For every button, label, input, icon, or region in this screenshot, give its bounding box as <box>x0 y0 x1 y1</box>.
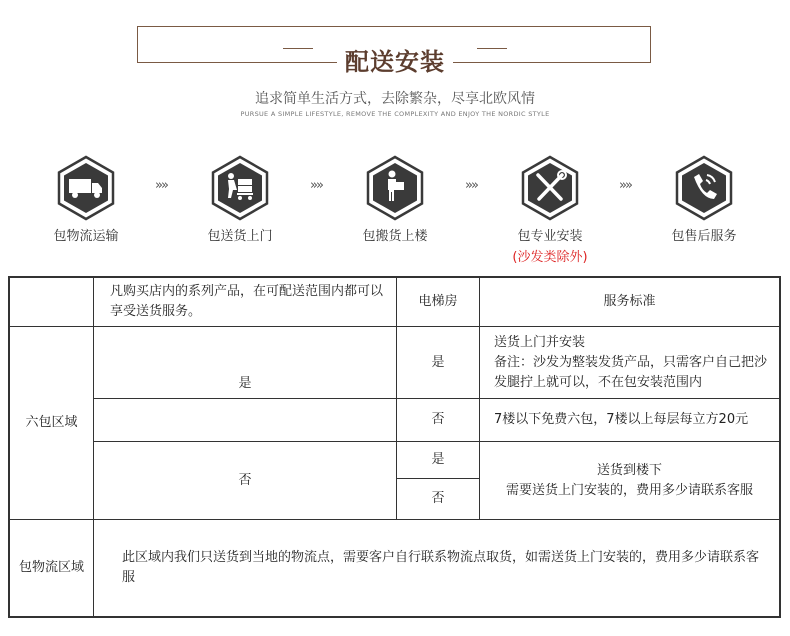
service-floor-fee: 7楼以下免费六包，7楼以上每层每立方20元 <box>494 412 749 427</box>
subtitle: 追求简单生活方式，去除繁杂，尽享北欧风情 <box>255 91 535 107</box>
step-installation <box>490 155 610 265</box>
step-arrow: »» <box>310 178 322 193</box>
step-arrow: »» <box>619 178 631 193</box>
tools-icon <box>519 155 581 221</box>
delivery-cart-icon <box>209 155 271 221</box>
zone1-in-range-no: 否 <box>238 472 252 488</box>
step-label: 包专业安装 <box>517 229 583 244</box>
page-title: 配送安装 <box>0 42 790 77</box>
step-label: 包送货上门 <box>207 229 273 244</box>
phone-icon <box>673 155 735 221</box>
zone-logistics: 包物流区域 <box>18 560 84 575</box>
header-elevator: 电梯房 <box>418 294 458 309</box>
service-downstairs: 送货到楼下 需要送货上门安装的，费用多少请联系客服 <box>505 462 753 498</box>
step-door-delivery <box>180 155 300 244</box>
elevator-no: 否 <box>431 412 445 427</box>
elevator-yes: 是 <box>431 452 445 467</box>
truck-icon <box>55 155 117 221</box>
service-install: 送货上门并安装 备注：沙发为整装发货产品，只需客户自己把沙发腿拧上就可以，不在包安装范围内 <box>494 334 768 390</box>
zone-logistics-text: 此区域内我们只送货到当地的物流点，需要客户自行联系物流点取货，如需送货上门安装的，费用多少请联系客服 <box>122 550 760 585</box>
step-label: 包搬货上楼 <box>362 229 428 244</box>
step-after-sales <box>644 155 764 244</box>
step-arrow: »» <box>465 178 477 193</box>
zone1-in-range-yes: 是 <box>238 376 252 391</box>
step-arrow: »» <box>155 178 167 193</box>
table-intro: 凡购买店内的系列产品，在可配送范围内都可以享受送货服务。 <box>110 284 384 319</box>
subtitle-english: PURSUE A SIMPLE LIFESTYLE, REMOVE THE COMPLEXITY AND ENJOY THE NORDIC STYLE <box>240 110 550 118</box>
step-logistics <box>26 155 146 244</box>
header-service: 服务标准 <box>603 294 656 309</box>
zone-six-services: 六包区域 <box>25 415 78 430</box>
porter-icon <box>364 155 426 221</box>
elevator-yes: 是 <box>431 354 445 370</box>
step-carry-upstairs <box>335 155 455 244</box>
step-label: 包售后服务 <box>671 229 737 244</box>
elevator-no: 否 <box>431 491 445 506</box>
step-note: (沙发类除外) <box>512 250 588 265</box>
step-label: 包物流运输 <box>53 229 119 244</box>
